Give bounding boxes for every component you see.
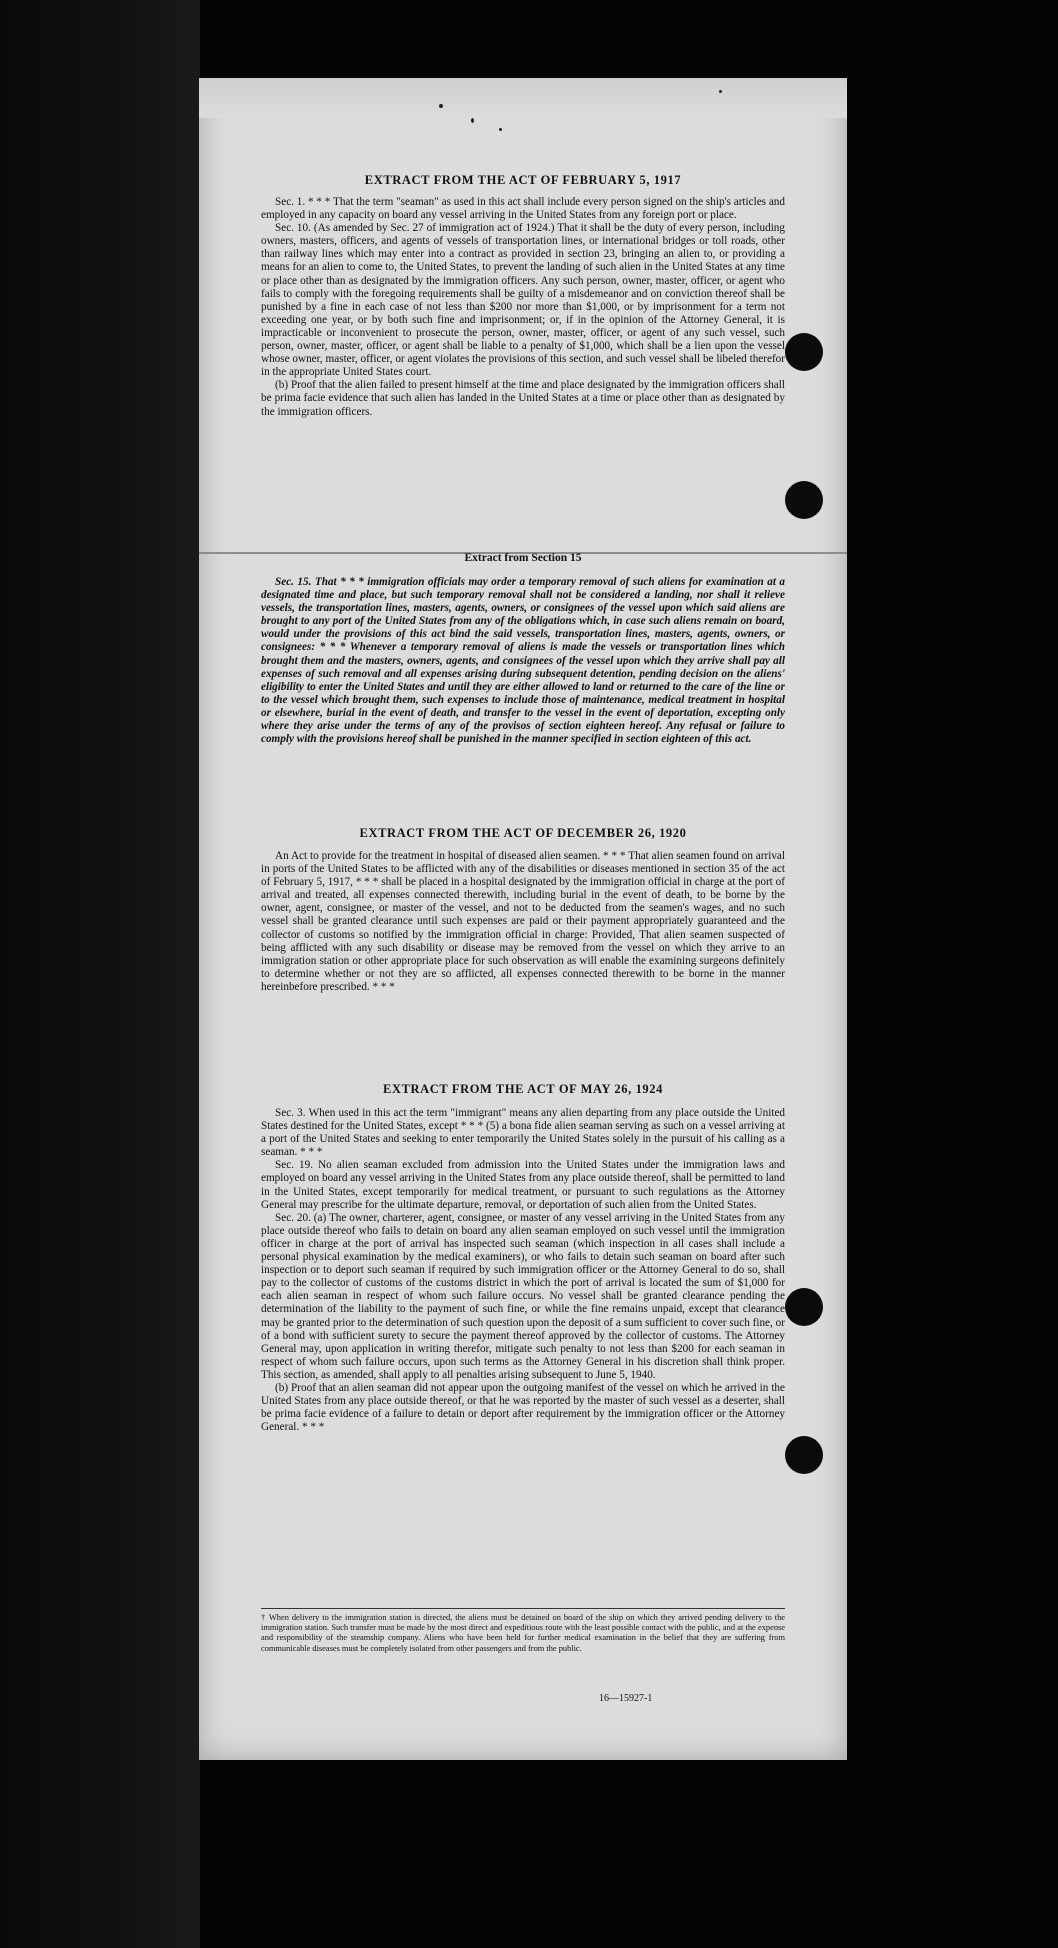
paragraph-sec-3: Sec. 3. When used in this act the term "immigrant" means any alien departing from any place outside the United States destined for the United States, except * * * (5) a bona fide alien seaman serving as such on a vessel arriving at a port of the United States and seeking to enter temporarily the United States solely in the pursuit of his calling as a seaman. * * * [261, 1107, 785, 1159]
paragraph-sec-10: Sec. 10. (As amended by Sec. 27 of immigration act of 1924.) That it shall be the duty of every person, including owners, masters, officers, and agents of vessels of transportation lines, or international bridges or toll roads, other than railway lines which may enter into a contract as provided in section 23, bringing an alien to, or providing a means for an alien to come to, the United States, to prevent the landing of such alien in the United States at any time or place other than as designated by the immigration officers. Any such person, owner, master, officer, or agent who fails to comply with the foregoing requirements shall be guilty of a misdemeanor and on conviction thereof shall be punished by a fine in each case of not less than $200 nor more than $1,000, or by imprisonment for a term not exceeding one year, or by both such fine and imprisonment; or, if in the opinion of the Attorney General, it is impracticable or inconvenient to prosecute the person, owner, master, officer, or agent of any such vessel, such person, owner, master, officer, or agent shall be liable to a penalty of $1,000, which shall be a lien upon the vessel whose owner, master, officer, or agent violates the provisions of this section, and such vessel shall be libeled therefor in the appropriate United States court. [261, 222, 785, 379]
ink-speck [439, 104, 443, 108]
section-1917-text [261, 196, 785, 419]
ink-speck [499, 128, 502, 131]
paragraph-act-1920: An Act to provide for the treatment in hospital of diseased alien seamen. * * * That alien seamen found on arrival in ports of the United States to be afflicted with any of the disabilities or diseases mentioned in section 35 of the act of February 5, 1917, * * * shall be placed in a hospital designated by the immigration official in charge at the port of arrival and treated, all expenses connected therewith, including burial in the event of death, to be borne by the owner, agent, consignee, or master of the vessel, and not to be deducted from the seamen's wages, and no such vessel shall be granted clearance until such expenses are paid or their payment appropriately guaranteed and the collector of customs so notified by the immigration official in charge: Provided, That alien seamen suspected of being afflicted with any such disability or disease may be removed from the vessel on which they arrive to an immigration station or other appropriate place for such observation as will enable the examining surgeons definitely to determine whether or not they are so afflicted, all expenses connected therewith to be borne in the manner hereinbefore prescribed. * * * [261, 850, 785, 993]
punch-hole [785, 333, 823, 371]
paragraph-sec-15: Sec. 15. That * * * immigration officials may order a temporary removal of such aliens for examination at a designated time and place, but such temporary removal shall not be considered a landing, nor shall it relieve vessels, the transportation lines, masters, agents, owners, or consignees of the vessel upon which said aliens are brought to any port of the United States from any of the obligations which, in case such aliens remain on board, would under the provisions of this act bind the said vessels, transportation lines, masters, agents, owners, or consignees: * * * Whenever a temporary removal of aliens is made the vessels or transportation lines which brought them and the masters, owners, agents, and consignees of the vessel upon which they arrive shall pay all expenses of such removal and all expenses arising during subsequent detention, pending decision on the aliens' eligibility to enter the United States and until they are either allowed to land or returned to the care of the line or to the vessel which brought them, such expenses to include those of maintenance, medical treatment in hospital or elsewhere, burial in the event of death, and transfer to the vessel in the event of deportation, excepting only where they arise under the terms of any of the provisos of section eighteen hereof. Any refusal or failure to comply with the provisions hereof shall be punished in the manner specified in section eighteen of this act. [261, 576, 785, 746]
punch-hole [785, 1288, 823, 1326]
punch-hole [785, 481, 823, 519]
heading-section-15: Extract from Section 15 [464, 552, 582, 564]
footnote-text: † When delivery to the immigration station is directed, the aliens must be detained on board of the ship on which they arrived pending delivery to the immigration station. Such transfer must be made by the most direct and expeditious route with the least possible contact with the public, and at the expense and responsibility of the steamship company. Aliens who have been held for further medical examination in the belief that they are suffering from communicable diseases must be completely isolated from other passengers and from the public. [261, 1613, 785, 1653]
paragraph-sec-19: Sec. 19. No alien seaman excluded from admission into the United States under the immigration laws and employed on board any vessel arriving in the United States from any place outside thereof, shall be permitted to land in the United States, except temporarily for medical treatment, or pursuant to such regulations as the Attorney General may prescribe for the ultimate departure, removal, or deportation of such alien from the United States. [261, 1159, 785, 1211]
heading-act-1920: EXTRACT FROM THE ACT OF DECEMBER 26, 1920 [359, 826, 687, 840]
ink-speck [719, 90, 722, 93]
punch-hole [785, 1436, 823, 1474]
document-page [199, 78, 847, 1760]
section-15-text [261, 576, 785, 746]
scan-background [0, 0, 200, 1948]
paragraph-sec-1: Sec. 1. * * * That the term "seaman" as used in this act shall include every person signed on the ship's articles and employed in any capacity on board any vessel arriving in the United States from any foreign port or place. [261, 196, 785, 222]
section-1920-text [261, 850, 785, 994]
section-1924-text [261, 1107, 785, 1434]
heading-act-1924: EXTRACT FROM THE ACT OF MAY 26, 1924 [383, 1082, 663, 1096]
footnote-rule [261, 1608, 785, 1609]
form-number: 16—15927-1 [599, 1693, 653, 1704]
paragraph-sec-10-b: (b) Proof that the alien failed to present himself at the time and place designated by the immigration officers shall be prima facie evidence that such alien has landed in the United States at a time or place other than as designated by the immigration officers. [261, 379, 785, 418]
ink-speck [471, 118, 474, 123]
paragraph-sec-20-b: (b) Proof that an alien seaman did not appear upon the outgoing manifest of the vessel on which he arrived in the United States from any place outside thereof, or that he was reported by the master of such vessel as a deserter, shall be prima facie evidence of a failure to detain or deport after requirement by the immigration officer or the Attorney General. * * * [261, 1381, 785, 1434]
heading-act-1917: EXTRACT FROM THE ACT OF FEBRUARY 5, 1917 [364, 173, 682, 187]
paragraph-sec-20-a: Sec. 20. (a) The owner, charterer, agent, consignee, or master of any vessel arriving in the United States from any place outside thereof who fails to detain on board any alien seaman employed on such vessel until the immigration officer in charge at the port of arrival has inspected such seaman (which inspection in all cases shall include a personal physical examination by the medical examiners), or who fails to detain such seaman on board after such inspection or to deport such seaman if required by such immigration officer or the Attorney General to do so, shall pay to the collector of customs of the customs district in which the port of arrival is located the sum of $1,000 for each alien seaman in respect of whom such failure occurs. No vessel shall be granted clearance pending the determination of the liability to the payment of such fine, or while the fine remains unpaid, except that clearance may be granted prior to the determination of such question upon the deposit of a sum sufficient to cover such fine, or of a bond with sufficient surety to secure the payment thereof approved by the collector of customs. The Attorney General may, upon application in writing therefor, mitigate such penalty to not less than $200 for each seaman in respect of whom such failure occurs, upon such terms as the Attorney General in his discretion shall think proper. This section, as amended, shall apply to all penalties arising subsequent to June 5, 1940. [261, 1211, 785, 1381]
